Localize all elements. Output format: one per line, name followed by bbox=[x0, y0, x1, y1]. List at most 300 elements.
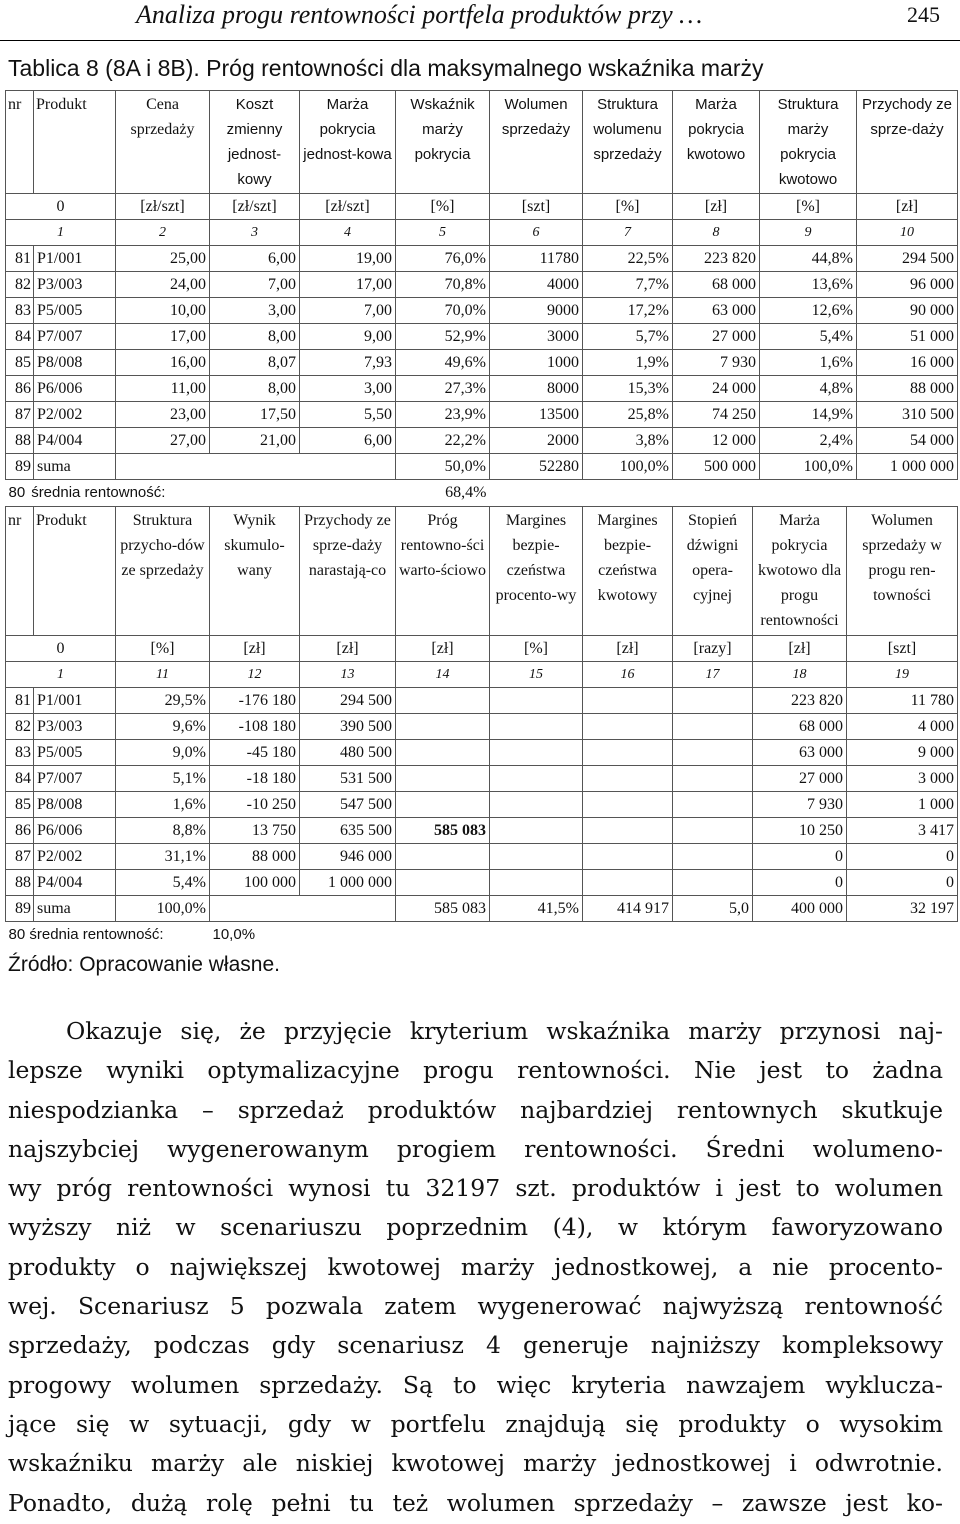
table-cell bbox=[673, 870, 753, 896]
average-label bbox=[6, 480, 396, 506]
table-cell: -18 180 bbox=[210, 766, 300, 792]
table-row bbox=[6, 792, 958, 818]
table-cell: 44,8% bbox=[760, 246, 857, 272]
table-cell: 17,00 bbox=[116, 324, 210, 350]
column-header: Cena sprzedaży bbox=[116, 91, 210, 194]
column-header: Struktura przycho-dów ze sprzedaży bbox=[116, 507, 210, 636]
table-cell: 9,00 bbox=[300, 324, 396, 350]
table-cell: 1,6% bbox=[116, 792, 210, 818]
table-cell: -176 180 bbox=[210, 688, 300, 714]
paragraph-line: najszybciej wygenerowanym progiem rentowności. Średni wolumeno- bbox=[8, 1134, 943, 1163]
table-cell bbox=[583, 740, 673, 766]
sum-threshold: 585 083 bbox=[396, 896, 490, 922]
table-cell bbox=[583, 818, 673, 844]
sum-row bbox=[6, 896, 958, 922]
column-number: 14 bbox=[396, 662, 490, 688]
table-cell bbox=[396, 740, 490, 766]
row-number: 80 bbox=[8, 484, 26, 502]
table-cell: 4000 bbox=[490, 272, 583, 298]
table-cell: 10 250 bbox=[753, 818, 847, 844]
table-cell: 223 820 bbox=[673, 246, 760, 272]
table-cell: 1 000 bbox=[847, 792, 958, 818]
table-8a bbox=[5, 90, 958, 506]
table-cell: 531 500 bbox=[300, 766, 396, 792]
empty-cell bbox=[210, 896, 396, 922]
table-cell bbox=[673, 714, 753, 740]
table-cell: 946 000 bbox=[300, 844, 396, 870]
table-cell: -45 180 bbox=[210, 740, 300, 766]
table-cell: 14,9% bbox=[760, 402, 857, 428]
paragraph-line: produkty o największej kwotowej marży jednostkowej, a nie procento- bbox=[8, 1252, 943, 1281]
table-cell: 6,00 bbox=[300, 428, 396, 454]
table-cell: 31,1% bbox=[116, 844, 210, 870]
table-row bbox=[6, 766, 958, 792]
unit-cell: 0 bbox=[6, 636, 116, 662]
table-cell: 9,0% bbox=[116, 740, 210, 766]
column-header: Przychody ze sprze-daży bbox=[857, 91, 958, 194]
source-note: Źródło: Opracowanie własne. bbox=[8, 953, 280, 976]
table-cell: 27,3% bbox=[396, 376, 490, 402]
paragraph-line: progowy wolumen sprzedaży. Są to więc kryteria nawzajem wyklucza- bbox=[8, 1370, 943, 1399]
table-cell bbox=[583, 792, 673, 818]
table-cell: 74 250 bbox=[673, 402, 760, 428]
column-header: Struktura wolumenu sprzedaży bbox=[583, 91, 673, 194]
product-code: P5/005 bbox=[34, 298, 116, 324]
table-cell bbox=[583, 714, 673, 740]
table-cell: 3000 bbox=[490, 324, 583, 350]
row-number: 83 bbox=[6, 298, 34, 324]
product-code: P3/003 bbox=[34, 714, 116, 740]
table-cell: 8,8% bbox=[116, 818, 210, 844]
sum-indicator: 50,0% bbox=[396, 454, 490, 480]
unit-cell: [zł] bbox=[396, 636, 490, 662]
column-header: Wolumen sprzedaży bbox=[490, 91, 583, 194]
table-cell: 29,5% bbox=[116, 688, 210, 714]
unit-cell: [%] bbox=[490, 636, 583, 662]
table-cell bbox=[673, 688, 753, 714]
row-number: 82 bbox=[6, 272, 34, 298]
unit-cell: [zł] bbox=[753, 636, 847, 662]
sum-row bbox=[6, 454, 958, 480]
row-number: 89 bbox=[6, 454, 34, 480]
table-cell bbox=[396, 714, 490, 740]
table-cell: 1,9% bbox=[583, 350, 673, 376]
average-row bbox=[6, 922, 958, 948]
paragraph-line: sprzedaży, podczas gdy scenariusz 4 generuje najniższy kompleksowy bbox=[8, 1331, 943, 1360]
table-cell: 13500 bbox=[490, 402, 583, 428]
table-row bbox=[6, 428, 958, 454]
table-cell: 0 bbox=[753, 870, 847, 896]
product-code: P7/007 bbox=[34, 324, 116, 350]
column-header: Produkt bbox=[34, 91, 116, 194]
row-number: 82 bbox=[6, 714, 34, 740]
row-number: 87 bbox=[6, 844, 34, 870]
column-number: 18 bbox=[753, 662, 847, 688]
table-cell bbox=[396, 870, 490, 896]
table-cell bbox=[396, 766, 490, 792]
unit-cell: [%] bbox=[396, 194, 490, 220]
table-cell: 11780 bbox=[490, 246, 583, 272]
table-cell: 88 000 bbox=[210, 844, 300, 870]
table-cell bbox=[673, 766, 753, 792]
table-row bbox=[6, 688, 958, 714]
row-number: 81 bbox=[6, 246, 34, 272]
table-cell bbox=[490, 714, 583, 740]
table-cell: 22,5% bbox=[583, 246, 673, 272]
table-cell: 5,1% bbox=[116, 766, 210, 792]
unit-cell: [szt] bbox=[490, 194, 583, 220]
unit-cell: [zł/szt] bbox=[210, 194, 300, 220]
table-cell: 68 000 bbox=[753, 714, 847, 740]
table-cell: 1000 bbox=[490, 350, 583, 376]
table-cell: 24,00 bbox=[116, 272, 210, 298]
column-number: 13 bbox=[300, 662, 396, 688]
table-cell: 3,8% bbox=[583, 428, 673, 454]
sum-label: suma bbox=[34, 454, 116, 480]
column-header: Struktura marży pokrycia kwotowo bbox=[760, 91, 857, 194]
table-cell: 0 bbox=[847, 870, 958, 896]
table-cell: 2,4% bbox=[760, 428, 857, 454]
table-cell: 19,00 bbox=[300, 246, 396, 272]
column-header: Marża pokrycia kwotowo bbox=[673, 91, 760, 194]
sum-leverage: 5,0 bbox=[673, 896, 753, 922]
column-number: 3 bbox=[210, 220, 300, 246]
average-row bbox=[6, 480, 958, 506]
column-number: 12 bbox=[210, 662, 300, 688]
table-cell: 16,00 bbox=[116, 350, 210, 376]
table-cell: 9 000 bbox=[847, 740, 958, 766]
table-cell: 7,00 bbox=[300, 298, 396, 324]
table-cell: 3 000 bbox=[847, 766, 958, 792]
table-cell: 2000 bbox=[490, 428, 583, 454]
paragraph-line: Ponadto, dużą rolę pełni tu też wolumen sprzedaży – zawsze jest ko- bbox=[8, 1488, 943, 1517]
sum-structure: 100,0% bbox=[116, 896, 210, 922]
column-header: Marża pokrycia jednost-kowa bbox=[300, 91, 396, 194]
table-cell: 11 780 bbox=[847, 688, 958, 714]
product-code: P3/003 bbox=[34, 272, 116, 298]
unit-cell: 0 bbox=[6, 194, 116, 220]
column-number: 15 bbox=[490, 662, 583, 688]
table-cell: 0 bbox=[753, 844, 847, 870]
table-cell: 3,00 bbox=[210, 298, 300, 324]
table-cell bbox=[396, 844, 490, 870]
table-cell bbox=[583, 688, 673, 714]
sum-safety-amount: 414 917 bbox=[583, 896, 673, 922]
table-cell: 70,0% bbox=[396, 298, 490, 324]
units-row bbox=[6, 636, 958, 662]
table-cell: 63 000 bbox=[673, 298, 760, 324]
table-cell: 294 500 bbox=[857, 246, 958, 272]
table-cell: 16 000 bbox=[857, 350, 958, 376]
table-cell bbox=[673, 792, 753, 818]
average-text: średnia rentowność: bbox=[31, 484, 166, 502]
paragraph-line: wej. Scenariusz 5 pozwala zatem wygenerować najwyższą rentowność bbox=[8, 1292, 943, 1321]
product-code: P5/005 bbox=[34, 740, 116, 766]
table-cell: 25,8% bbox=[583, 402, 673, 428]
column-number: 19 bbox=[847, 662, 958, 688]
table-cell: 17,00 bbox=[300, 272, 396, 298]
product-code: P2/002 bbox=[34, 844, 116, 870]
table-cell bbox=[673, 818, 753, 844]
table-cell: 635 500 bbox=[300, 818, 396, 844]
table-cell: 6,00 bbox=[210, 246, 300, 272]
product-code: P2/002 bbox=[34, 402, 116, 428]
table-cell: 7 930 bbox=[753, 792, 847, 818]
row-number: 87 bbox=[6, 402, 34, 428]
table-cell: 585 083 bbox=[396, 818, 490, 844]
table-cell: 12 000 bbox=[673, 428, 760, 454]
column-number-row bbox=[6, 662, 958, 688]
unit-cell: [zł] bbox=[210, 636, 300, 662]
table-cell: 25,00 bbox=[116, 246, 210, 272]
table-cell bbox=[583, 844, 673, 870]
sum-structure: 100,0% bbox=[583, 454, 673, 480]
column-number: 10 bbox=[857, 220, 958, 246]
table-cell: 49,6% bbox=[396, 350, 490, 376]
row-number: 86 bbox=[6, 376, 34, 402]
paragraph-line: lepsze wyniki optymalizacyjne progu rentowności. Nie jest to żadna bbox=[8, 1056, 943, 1085]
product-code: P1/001 bbox=[34, 688, 116, 714]
table-cell bbox=[673, 844, 753, 870]
table-cell bbox=[490, 818, 583, 844]
table-row bbox=[6, 324, 958, 350]
column-number: 1 bbox=[6, 662, 116, 688]
row-number: 86 bbox=[6, 818, 34, 844]
table-cell: 12,6% bbox=[760, 298, 857, 324]
empty-cell bbox=[490, 480, 958, 506]
table-cell bbox=[490, 766, 583, 792]
table-cell: 10,00 bbox=[116, 298, 210, 324]
column-number-row bbox=[6, 220, 958, 246]
table-cell: 7,00 bbox=[210, 272, 300, 298]
table-cell: 88 000 bbox=[857, 376, 958, 402]
product-code: P8/008 bbox=[34, 792, 116, 818]
table-cell: 63 000 bbox=[753, 740, 847, 766]
table-cell: 5,7% bbox=[583, 324, 673, 350]
page-number: 245 bbox=[907, 2, 940, 27]
sum-margin-structure: 100,0% bbox=[760, 454, 857, 480]
sum-margin: 400 000 bbox=[753, 896, 847, 922]
sum-revenue: 1 000 000 bbox=[857, 454, 958, 480]
column-number: 7 bbox=[583, 220, 673, 246]
row-number: 85 bbox=[6, 792, 34, 818]
column-header: nr bbox=[6, 91, 34, 194]
row-number: 84 bbox=[6, 766, 34, 792]
column-header: Przychody ze sprze-daży narastają-co bbox=[300, 507, 396, 636]
table-cell: 17,2% bbox=[583, 298, 673, 324]
row-number: 88 bbox=[6, 428, 34, 454]
table-cell: 5,50 bbox=[300, 402, 396, 428]
column-header: Margines bezpie-czeństwa kwotowy bbox=[583, 507, 673, 636]
average-value: 68,4% bbox=[445, 483, 487, 501]
units-row bbox=[6, 194, 958, 220]
column-header: Wynik skumulo-wany bbox=[210, 507, 300, 636]
table-cell: 480 500 bbox=[300, 740, 396, 766]
column-header: Wolumen sprzedaży w progu ren-towności bbox=[847, 507, 958, 636]
sum-safety-pct: 41,5% bbox=[490, 896, 583, 922]
table-cell: -10 250 bbox=[210, 792, 300, 818]
table-cell: 24 000 bbox=[673, 376, 760, 402]
row-number: 88 bbox=[6, 870, 34, 896]
table-row bbox=[6, 740, 958, 766]
table-row bbox=[6, 844, 958, 870]
column-header: Margines bezpie-czeństwa procento-wy bbox=[490, 507, 583, 636]
column-number: 11 bbox=[116, 662, 210, 688]
product-code: P1/001 bbox=[34, 246, 116, 272]
table-cell: 8,07 bbox=[210, 350, 300, 376]
table-row bbox=[6, 870, 958, 896]
table-cell: 3 417 bbox=[847, 818, 958, 844]
table-cell: 1,6% bbox=[760, 350, 857, 376]
table-cell: 13,6% bbox=[760, 272, 857, 298]
paragraph-line: wy próg rentowności wynosi tu 32197 szt. produktów i jest to wolumen bbox=[8, 1174, 943, 1203]
column-header: Próg rentowno-ści warto-ściowo bbox=[396, 507, 490, 636]
unit-cell: [%] bbox=[116, 636, 210, 662]
column-header: Wskaźnik marży pokrycia bbox=[396, 91, 490, 194]
table-cell: 223 820 bbox=[753, 688, 847, 714]
column-header: nr bbox=[6, 507, 34, 636]
table-cell: 90 000 bbox=[857, 298, 958, 324]
table-row bbox=[6, 246, 958, 272]
table-cell: 310 500 bbox=[857, 402, 958, 428]
table-row bbox=[6, 714, 958, 740]
table-cell: 100 000 bbox=[210, 870, 300, 896]
sum-volume: 32 197 bbox=[847, 896, 958, 922]
table-cell: 5,4% bbox=[116, 870, 210, 896]
column-number: 9 bbox=[760, 220, 857, 246]
table-cell bbox=[673, 740, 753, 766]
average-label: 80 średnia rentowność: bbox=[8, 926, 164, 944]
table-cell: 8000 bbox=[490, 376, 583, 402]
column-header: Marża pokrycia kwotowo dla progu rentowności bbox=[753, 507, 847, 636]
running-title: Analiza progu rentowności portfela produktów przy … bbox=[136, 0, 703, 29]
header-row bbox=[6, 507, 958, 636]
average-value: 10,0% bbox=[212, 926, 256, 944]
unit-cell: [zł/szt] bbox=[300, 194, 396, 220]
column-header: Stopień dźwigni opera-cyjnej bbox=[673, 507, 753, 636]
table-cell bbox=[490, 844, 583, 870]
row-number: 83 bbox=[6, 740, 34, 766]
table-cell: 7,93 bbox=[300, 350, 396, 376]
paragraph-line: wskaźniku marży ale niskiej kwotowej marży jednostkowej i odwrotnie. bbox=[8, 1449, 943, 1478]
paragraph-line: niespodzianka – sprzedaż produktów najbardziej rentownych skutkuje bbox=[8, 1095, 943, 1124]
sum-volume: 52280 bbox=[490, 454, 583, 480]
table-row bbox=[6, 818, 958, 844]
table-cell bbox=[396, 688, 490, 714]
table-cell: 4 000 bbox=[847, 714, 958, 740]
table-cell: 52,9% bbox=[396, 324, 490, 350]
table-cell: 70,8% bbox=[396, 272, 490, 298]
table-cell: 9000 bbox=[490, 298, 583, 324]
table-cell: 27 000 bbox=[753, 766, 847, 792]
table-cell bbox=[583, 870, 673, 896]
table-row bbox=[6, 376, 958, 402]
unit-cell: [zł/szt] bbox=[116, 194, 210, 220]
table-row bbox=[6, 298, 958, 324]
unit-cell: [%] bbox=[583, 194, 673, 220]
header-row bbox=[6, 91, 958, 194]
table-8b bbox=[5, 506, 958, 948]
table-cell: 0 bbox=[847, 844, 958, 870]
sum-label: suma bbox=[34, 896, 116, 922]
table-cell: 76,0% bbox=[396, 246, 490, 272]
table-cell: 13 750 bbox=[210, 818, 300, 844]
table-cell: 23,00 bbox=[116, 402, 210, 428]
table-cell bbox=[490, 870, 583, 896]
column-header: Koszt zmienny jednost-kowy bbox=[210, 91, 300, 194]
table-row bbox=[6, 402, 958, 428]
table-cell bbox=[490, 740, 583, 766]
table-cell: 22,2% bbox=[396, 428, 490, 454]
table-cell: 21,00 bbox=[210, 428, 300, 454]
table-cell: 5,4% bbox=[760, 324, 857, 350]
table-cell: 4,8% bbox=[760, 376, 857, 402]
table-cell bbox=[583, 766, 673, 792]
table-row bbox=[6, 272, 958, 298]
table-cell: 8,00 bbox=[210, 376, 300, 402]
row-number: 84 bbox=[6, 324, 34, 350]
body-paragraph bbox=[8, 1012, 943, 1523]
table-cell: 9,6% bbox=[116, 714, 210, 740]
row-number: 89 bbox=[6, 896, 34, 922]
table-cell: 7 930 bbox=[673, 350, 760, 376]
product-code: P4/004 bbox=[34, 870, 116, 896]
unit-cell: [zł] bbox=[583, 636, 673, 662]
paragraph-line: jące się w sytuacji, gdy w portfelu znajdują się produkty o wysokim bbox=[8, 1409, 943, 1438]
table-row bbox=[6, 350, 958, 376]
unit-cell: [szt] bbox=[847, 636, 958, 662]
product-code: P8/008 bbox=[34, 350, 116, 376]
table-cell: 51 000 bbox=[857, 324, 958, 350]
table-cell: 7,7% bbox=[583, 272, 673, 298]
product-code: P7/007 bbox=[34, 766, 116, 792]
column-number: 16 bbox=[583, 662, 673, 688]
unit-cell: [zł] bbox=[673, 194, 760, 220]
column-header: Produkt bbox=[34, 507, 116, 636]
unit-cell: [zł] bbox=[300, 636, 396, 662]
table-cell bbox=[396, 792, 490, 818]
table-cell: 294 500 bbox=[300, 688, 396, 714]
row-number: 81 bbox=[6, 688, 34, 714]
table-cell: 3,00 bbox=[300, 376, 396, 402]
product-code: P6/006 bbox=[34, 376, 116, 402]
paragraph-line: Okazuje się, że przyjęcie kryterium wskaźnika marży przynosi naj- bbox=[66, 1017, 943, 1045]
running-header bbox=[0, 0, 960, 40]
table-cell: 54 000 bbox=[857, 428, 958, 454]
table-caption: Tablica 8 (8A i 8B). Próg rentowności dla maksymalnego wskaźnika marży bbox=[8, 55, 764, 81]
table-cell: 11,00 bbox=[116, 376, 210, 402]
table-cell: 547 500 bbox=[300, 792, 396, 818]
row-number: 85 bbox=[6, 350, 34, 376]
table-cell: 15,3% bbox=[583, 376, 673, 402]
empty-cell bbox=[116, 454, 396, 480]
table-cell: 96 000 bbox=[857, 272, 958, 298]
product-code: P4/004 bbox=[34, 428, 116, 454]
table-cell: 390 500 bbox=[300, 714, 396, 740]
table-cell: 8,00 bbox=[210, 324, 300, 350]
unit-cell: [%] bbox=[760, 194, 857, 220]
table-cell: 27 000 bbox=[673, 324, 760, 350]
table-cell bbox=[490, 792, 583, 818]
column-number: 1 bbox=[6, 220, 116, 246]
empty-cell bbox=[300, 922, 958, 948]
product-code: P6/006 bbox=[34, 818, 116, 844]
column-number: 17 bbox=[673, 662, 753, 688]
column-number: 6 bbox=[490, 220, 583, 246]
unit-cell: [razy] bbox=[673, 636, 753, 662]
table-cell: 68 000 bbox=[673, 272, 760, 298]
column-number: 2 bbox=[116, 220, 210, 246]
